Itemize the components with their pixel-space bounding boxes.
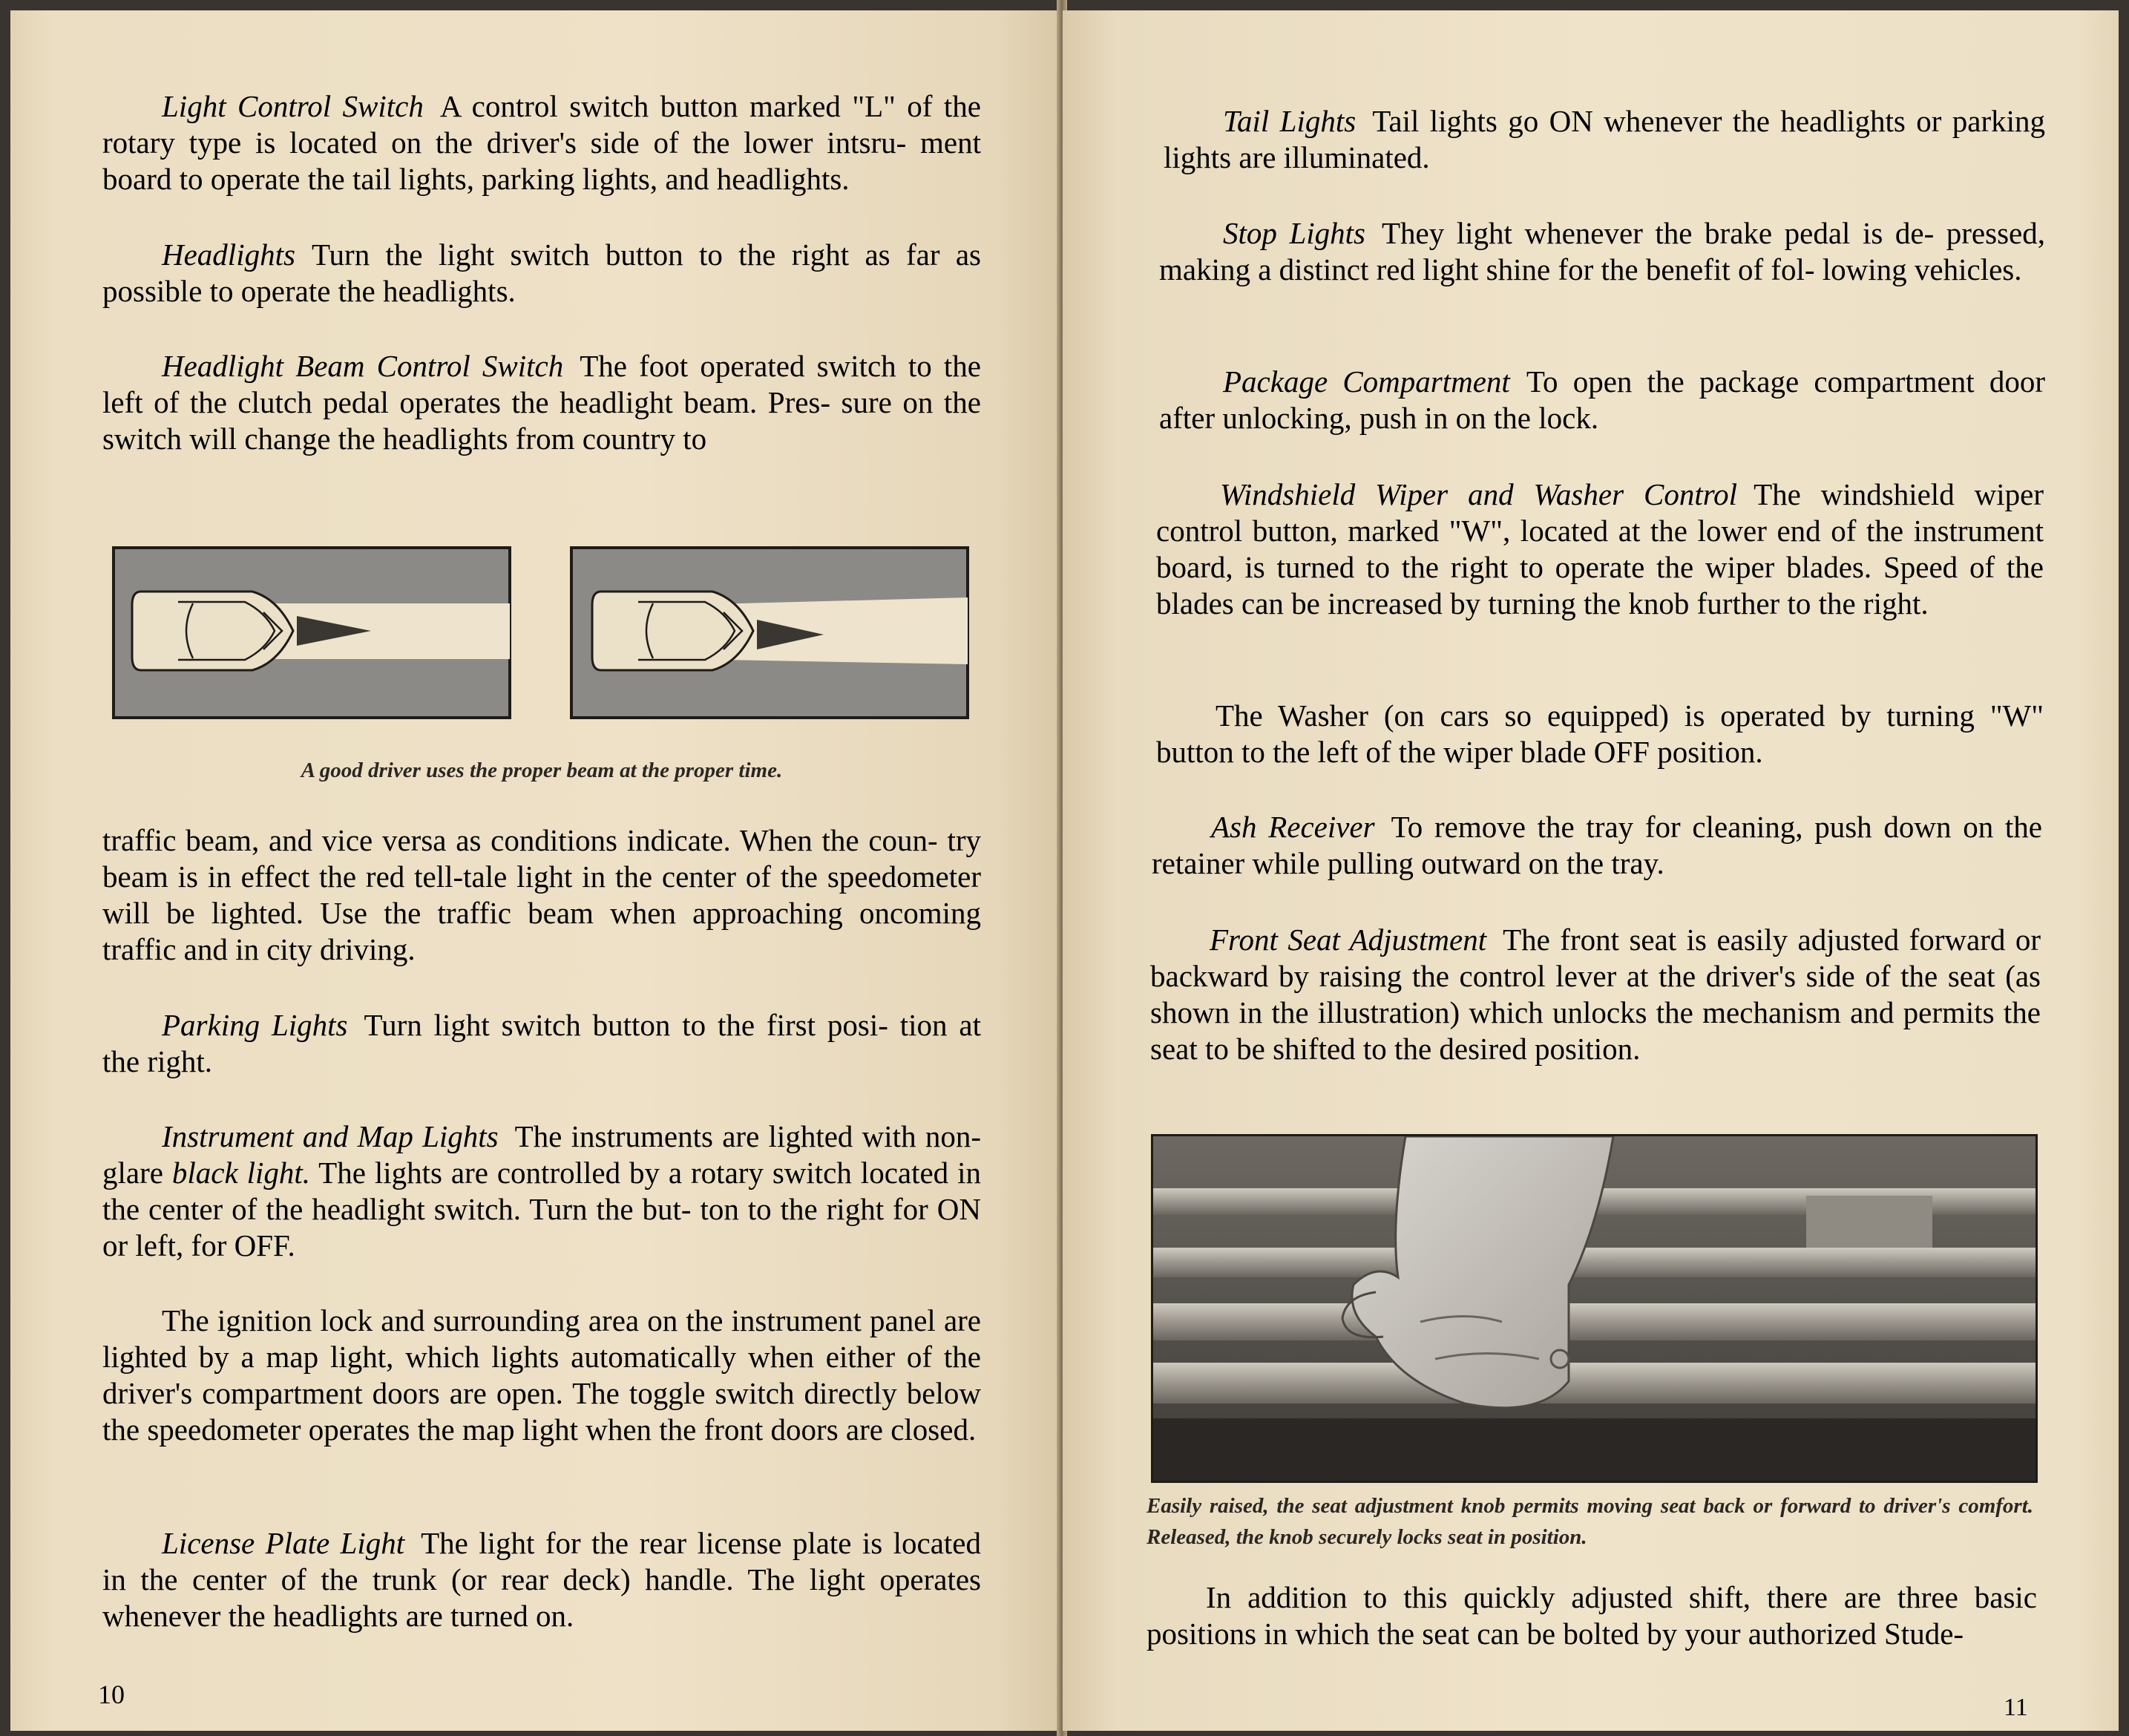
- heading-license-plate-light: License Plate Light: [162, 1526, 405, 1560]
- heading-light-control-switch: Light Control Switch: [162, 89, 424, 123]
- seat-adjustment-photo: [1151, 1134, 2038, 1483]
- para-headlights: Headlights Turn the light switch button to the right as far as possible to operate the headlights.: [102, 238, 981, 308]
- para-front-seat-adjustment: Front Seat Adjustment The front seat is easily adjusted forward or backward by raising the control lever at the driver's side of the seat (as shown in the illustration) which unlocks the mechanism and permits the seat to be shifted to the desired position.: [1150, 923, 2041, 1066]
- para-windshield-wiper-washer: Windshield Wiper and Washer Control The windshield wiper control button, marked "W", located at the lower end of the instrument board, is turned to the right to operate the wiper blades. Speed of the blades can be increased by turning the knob further to the right.: [1156, 477, 2044, 620]
- para-seat-bolt-positions: In addition to this quickly adjusted shift, there are three basic positions in which the seat can be bolted by your authorized Stude-: [1146, 1580, 2037, 1651]
- para-headlight-beam-control: Headlight Beam Control Switch The foot operated switch to the left of the clutch pedal operates the headlight beam. Pres- sure on the switch will change the headlights from country to: [102, 349, 981, 456]
- page-number-left: 10: [98, 1680, 125, 1709]
- headlight-illustration-caption: A good driver uses the proper beam at the proper time.: [301, 759, 783, 782]
- para-light-control-switch: Light Control Switch A control switch button marked "L" of the rotary type is located on the driver's side of the lower intsru- ment board to operate the tail lights, parking lights, and headlights.: [102, 89, 981, 196]
- traffic-beam-panel: [571, 548, 968, 718]
- para-washer: The Washer (on cars so equipped) is operated by turning "W" button to the left of the wiper blade OFF position.: [1156, 698, 2044, 769]
- heading-front-seat-adjustment: Front Seat Adjustment: [1210, 923, 1487, 957]
- heading-stop-lights: Stop Lights: [1223, 216, 1365, 250]
- country-beam-panel: [114, 548, 510, 718]
- heading-instrument-map-lights: Instrument and Map Lights: [162, 1119, 499, 1153]
- para-tail-lights: Tail Lights Tail lights go ON whenever the headlights or parking lights are illuminated.: [1164, 104, 2045, 174]
- para-ignition-lock-map-light: The ignition lock and surrounding area on the instrument panel are lighted by a map light, which lights automatically when either of the driver's compartment doors are open. The toggle switch directly below the speedometer operates the map light when the front doors are closed.: [102, 1303, 981, 1447]
- heading-package-compartment: Package Compartment: [1223, 364, 1510, 399]
- para-instrument-map-lights: Instrument and Map Lights The instruments are lighted with non-glare black light. The lights are controlled by a rotary switch located in the center of the headlight switch. Turn the but- ton to the right for ON or left, for OFF.: [102, 1119, 981, 1262]
- para-package-compartment: Package Compartment To open the package compartment door after unlocking, push in on the lock.: [1159, 364, 2045, 435]
- para-stop-lights: Stop Lights They light whenever the brake pedal is de- pressed, making a distinct red light shine for the benefit of fol- lowing vehicles.: [1159, 216, 2045, 286]
- headlight-beam-illustration: [111, 546, 972, 720]
- heading-windshield-wiper-washer: Windshield Wiper and Washer Control: [1220, 477, 1738, 511]
- para-license-plate-light: License Plate Light The light for the rear license plate is located in the center of the trunk (or rear deck) handle. The light operates whenever the headlights are turned on.: [102, 1526, 981, 1633]
- para-parking-lights: Parking Lights Turn light switch button to the first posi- tion at the right.: [102, 1008, 981, 1078]
- heading-tail-lights: Tail Lights: [1223, 104, 1357, 138]
- heading-headlights: Headlights: [162, 238, 295, 272]
- heading-ash-receiver: Ash Receiver: [1211, 810, 1375, 844]
- heading-parking-lights: Parking Lights: [162, 1008, 348, 1042]
- para-traffic-beam-continued: traffic beam, and vice versa as conditions indicate. When the coun- try beam is in effect the red tell-tale light in the center of the speedometer will be lighted. Use the traffic beam when approaching oncoming traffic and in city driving.: [102, 823, 981, 966]
- seat-photo-caption: Easily raised, the seat adjustment knob permits moving seat back or forward to driver's comfort. Released, the knob securely locks seat in position.: [1146, 1494, 2033, 1549]
- heading-headlight-beam-control: Headlight Beam Control Switch: [162, 349, 564, 383]
- page-number-right: 11: [2004, 1694, 2028, 1721]
- seat-adjustment-photo-art: [1153, 1136, 2035, 1481]
- para-ash-receiver: Ash Receiver To remove the tray for cleaning, push down on the retainer while pulling outward on the tray.: [1152, 810, 2042, 880]
